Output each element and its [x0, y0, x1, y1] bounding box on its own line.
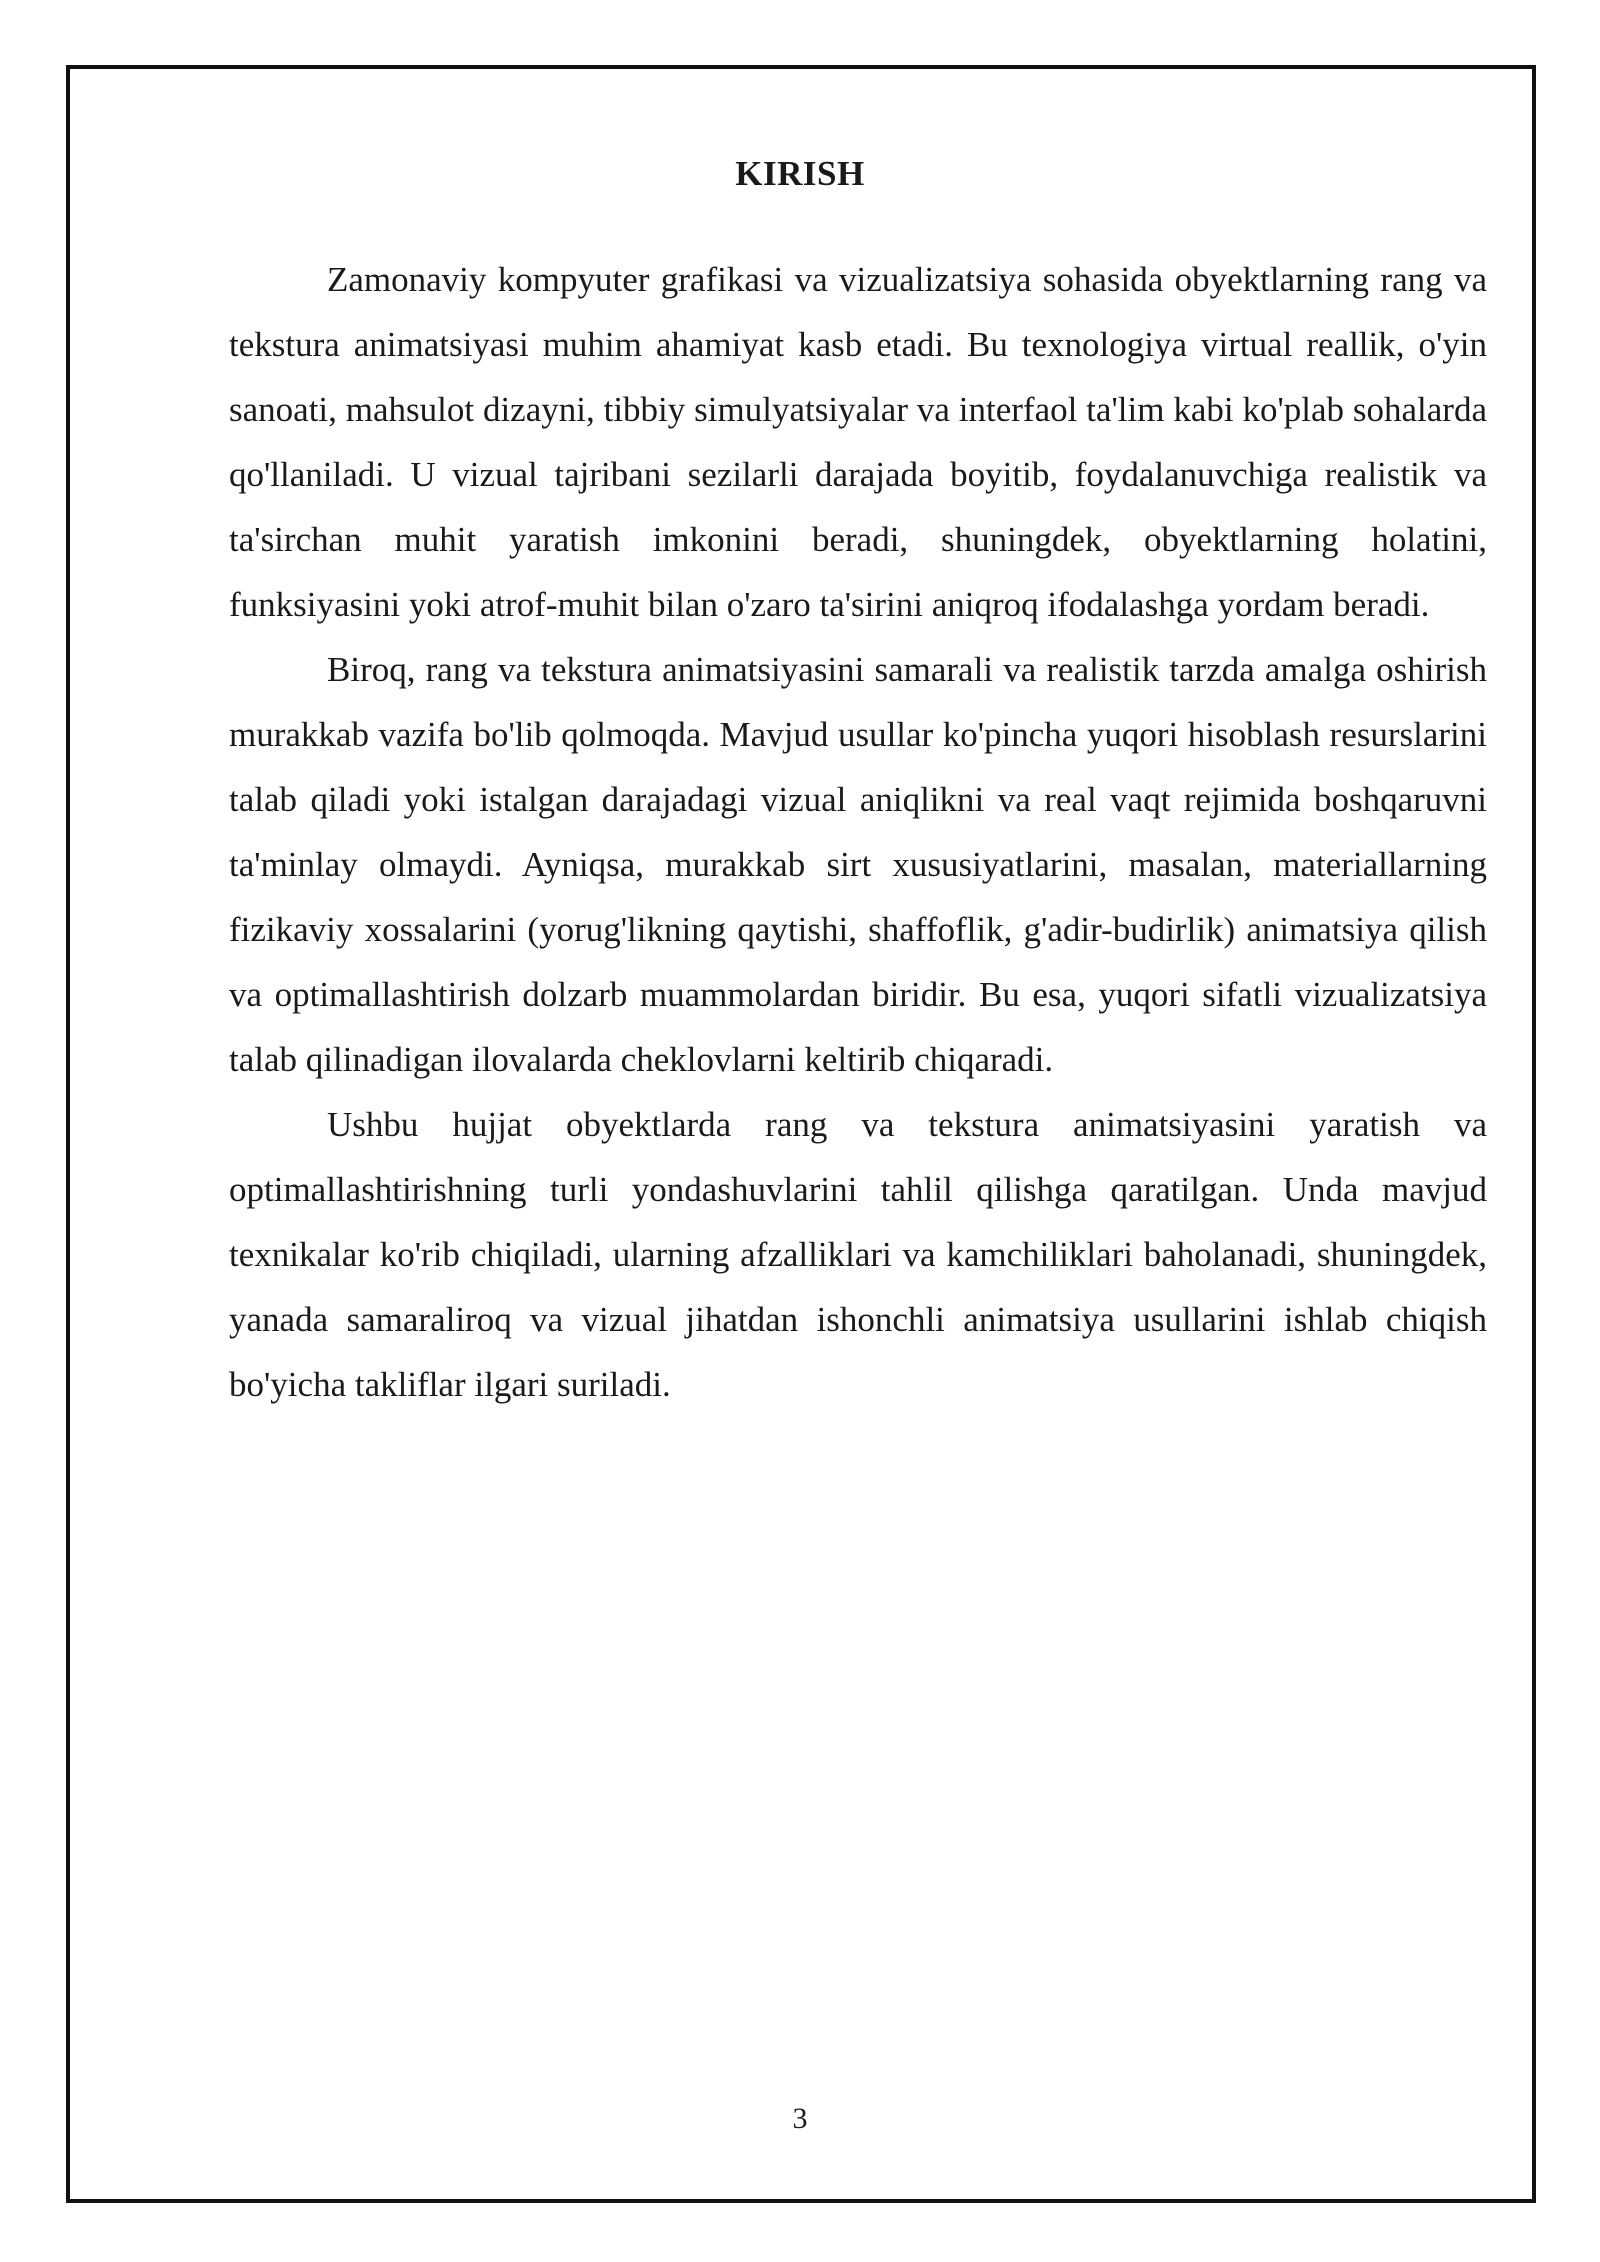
page-number: 3 — [792, 2102, 808, 2135]
body-text — [229, 247, 1487, 1417]
paragraph-3: Ushbu hujjat obyektlarda rang va tekstura animatsiyasini yaratish va optimallashtirishning turli yondashuvlarini tahlil qilishga qaratilgan. Unda mavjud texnikalar ko'rib chiqiladi, ularning afzalliklari va kamchiliklari baholanadi, shuningdek, yanada samaraliroq va vizual jihatdan ishonchli animatsiya usullarini ishlab chiqish bo'yicha takliflar ilgari suriladi. — [229, 1105, 1487, 1404]
paragraph-2: Biroq, rang va tekstura animatsiyasini samarali va realistik tarzda amalga oshirish murakkab vazifa bo'lib qolmoqda. Mavjud usullar ko'pincha yuqori hisoblash resurslarini talab qiladi yoki istalgan darajadagi vizual aniqlikni va real vaqt rejimida boshqaruvni ta'minlay olmaydi. Ayniqsa, murakkab sirt xususiyatlarini, masalan, materiallarning fizikaviy xossalarini (yorug'likning qaytishi, shaffoflik, g'adir-budirlik) animatsiya qilish va optimallashtirish dolzarb muammolardan biridir. Bu esa, yuqori sifatli vizualizatsiya talab qilinadigan ilovalarda cheklovlarni keltirib chiqaradi. — [229, 650, 1487, 1079]
paragraph-1: Zamonaviy kompyuter grafikasi va vizualizatsiya sohasida obyektlarning rang va tekstura animatsiyasi muhim ahamiyat kasb etadi. Bu texnologiya virtual reallik, o'yin sanoati, mahsulot dizayni, tibbiy simulyatsiyalar va interfaol ta'lim kabi ko'plab sohalarda qo'llaniladi. U vizual tajribani sezilarli darajada boyitib, foydalanuvchiga realistik va ta'sirchan muhit yaratish imkonini beradi, shuningdek, obyektlarning holatini, funksiyasini yoki atrof-muhit bilan o'zaro ta'sirini aniqroq ifodalashga yordam beradi. — [229, 260, 1487, 624]
page-title: KIRISH — [735, 154, 865, 193]
